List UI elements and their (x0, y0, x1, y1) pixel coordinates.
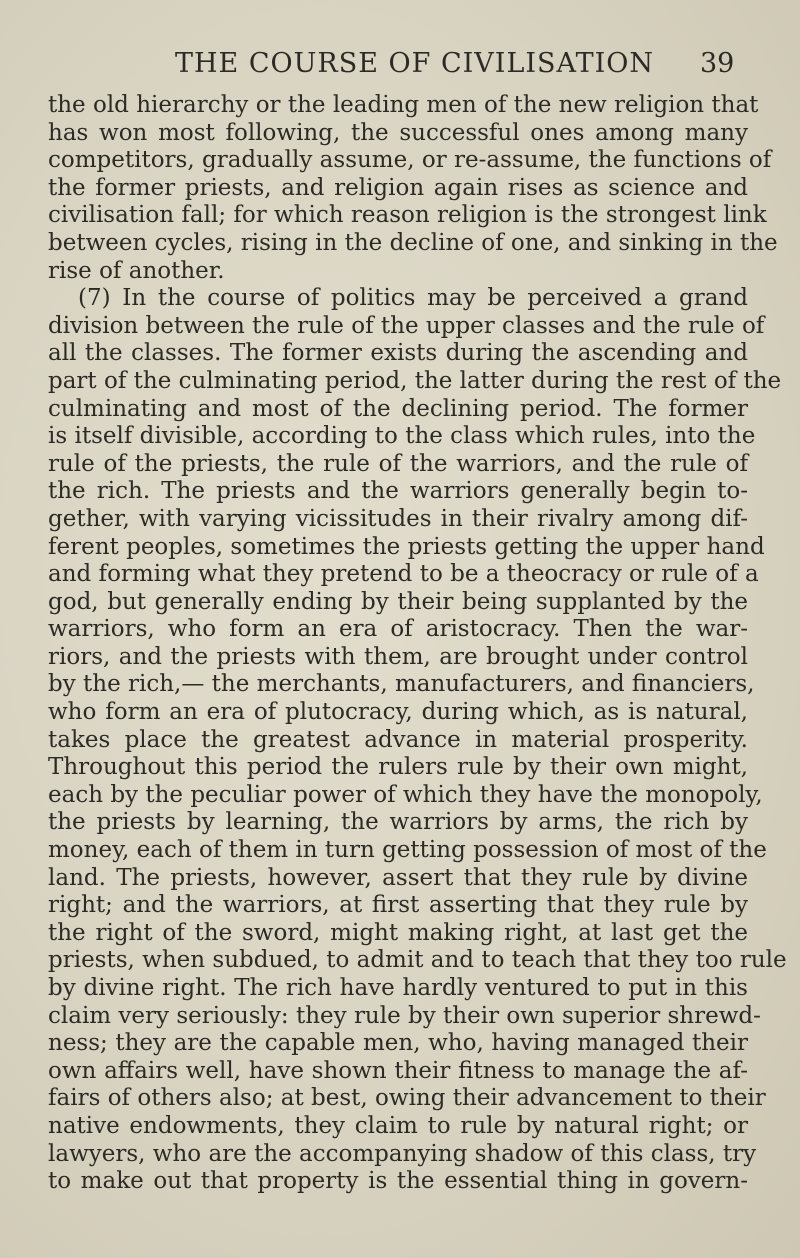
text-line: lawyers, who are the accompanying shadow of this class, try (48, 1140, 757, 1167)
text-line: right; and the warriors, at first asserting that they rule by (48, 892, 748, 919)
text-line: is itself divisible, according to the class which rules, into the (48, 423, 756, 450)
text-line: has won most following, the successful ones among many (48, 119, 748, 146)
page-header (0, 44, 800, 84)
text-line: each by the peculiar power of which they have the monopoly, (48, 781, 763, 808)
text-line: warriors, who form an era of aristocracy. Then the war- (48, 616, 748, 643)
page-number: 39 (700, 48, 735, 79)
text-line: division between the rule of the upper classes and the rule of (48, 312, 765, 339)
text-line: who form an era of plutocracy, during which, as is natural, (48, 699, 748, 726)
text-line: takes place the greatest advance in material prosperity. (48, 726, 748, 753)
text-line: land. The priests, however, assert that they rule by divine (48, 864, 748, 891)
text-line: native endowments, they claim to rule by natural right; or (48, 1112, 748, 1139)
text-line: the rich. The priests and the warriors generally begin to- (48, 478, 748, 505)
text-line: between cycles, rising in the decline of one, and sinking in the (48, 229, 778, 256)
text-line: by divine right. The rich have hardly ventured to put in this (48, 975, 748, 1001)
text-line: (7) In the course of politics may be perceived a grand (78, 285, 748, 312)
text-line: and forming what they pretend to be a theocracy or rule of a (48, 561, 759, 588)
text-line: part of the culminating period, the latter during the rest of the (48, 367, 782, 394)
text-line: the right of the sword, might making right, at last get the (48, 919, 748, 946)
text-line: money, each of them in turn getting possession of most of the (48, 837, 767, 864)
text-line: riors, and the priests with them, are brought under control (48, 643, 748, 670)
text-line: competitors, gradually assume, or re-assume, the functions of (48, 147, 772, 174)
text-line: by the rich,— the merchants, manufacturers, and financiers, (48, 671, 755, 698)
text-line: rise of another. (48, 257, 225, 284)
text-line: rule of the priests, the rule of the warriors, and the rule of (48, 450, 748, 477)
text-line: Throughout this period the rulers rule by their own might, (48, 754, 748, 781)
text-line: ness; they are the capable men, who, having managed their (48, 1030, 748, 1057)
text-line: ferent peoples, sometimes the priests getting the upper hand (48, 533, 765, 560)
text-line: all the classes. The former exists during the ascending and (48, 340, 748, 367)
text-line: the priests by learning, the warriors by arms, the rich by (48, 809, 748, 836)
text-line: the former priests, and religion again rises as science and (48, 174, 748, 201)
text-line: to make out that property is the essential thing in govern- (48, 1168, 748, 1195)
running-title: THE COURSE OF CIVILISATION (175, 48, 655, 79)
text-line: god, but generally ending by their being supplanted by the (48, 588, 748, 615)
body-text (48, 92, 787, 1196)
text-line: gether, with varying vicissitudes in their rivalry among dif- (48, 505, 748, 532)
text-line: culminating and most of the declining period. The former (48, 395, 748, 422)
text-line: the old hierarchy or the leading men of the new religion that (48, 92, 759, 118)
text-line: priests, when subdued, to admit and to teach that they too rule (48, 947, 787, 974)
text-line: civilisation fall; for which reason religion is the strongest link (48, 202, 767, 229)
text-line: own affairs well, have shown their fitness to manage the af- (48, 1057, 748, 1084)
text-line: fairs of others also; at best, owing their advancement to their (48, 1085, 766, 1112)
text-line: claim very seriously: they rule by their own superior shrewd- (48, 1002, 761, 1029)
